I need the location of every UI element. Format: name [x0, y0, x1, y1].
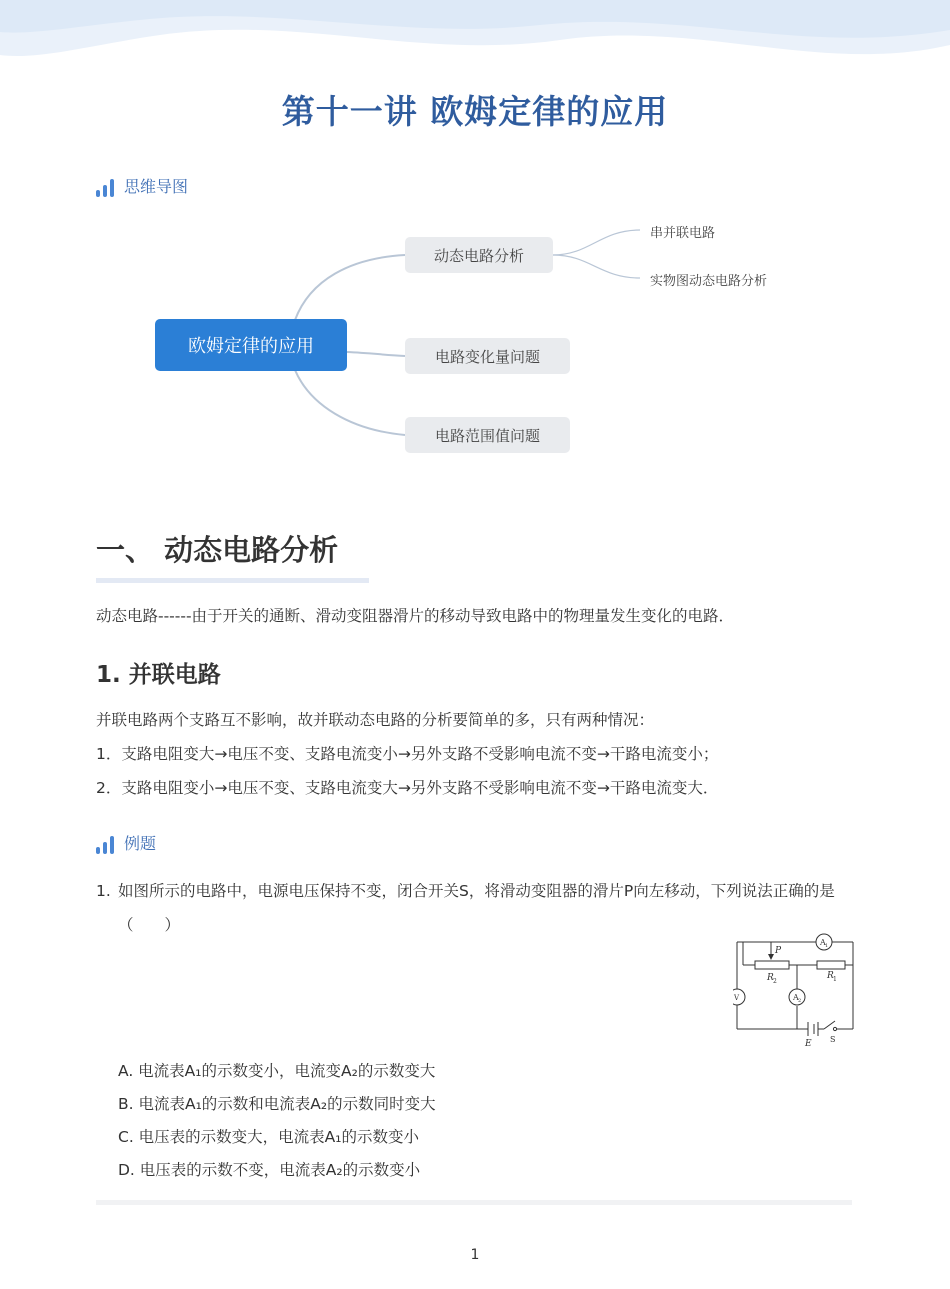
example-section-text: 例题 [124, 834, 157, 853]
page-number: 1 [470, 1247, 480, 1263]
circuit-diagram [733, 932, 858, 1050]
section-intro: 动态电路------由于开关的通断、滑动变阻器滑片的移动导致电路中的物理量发生变化的电路． [96, 607, 735, 625]
header-wave-decoration [0, 0, 950, 75]
subsection-heading: 1. 并联电路 [96, 662, 221, 688]
mindmap-node-range: 电路范围值问题 [405, 417, 570, 453]
bar-chart-icon [96, 836, 114, 854]
voltmeter-label: V [734, 994, 740, 1002]
mindmap-node-dynamic-circuit: 动态电路分析 [405, 237, 553, 273]
option-c: C. 电压表的示数变大，电流表A₁的示数变小 [118, 1128, 419, 1146]
circuit-label-e: E [805, 1039, 812, 1049]
ammeter-a2-sub: 2 [798, 998, 802, 1004]
footer-divider [96, 1200, 852, 1205]
mind-map [0, 200, 950, 480]
switch-label: S [830, 1035, 836, 1044]
page-title: 第十一讲 欧姆定律的应用 [281, 92, 669, 131]
ammeter-a1-label: A [820, 938, 826, 947]
bar-chart-icon [96, 179, 114, 197]
example-section-label [96, 831, 156, 854]
circuit-label-r1: R [827, 971, 834, 981]
mindmap-root-node: 欧姆定律的应用 [155, 319, 347, 371]
mindmap-section-label [96, 174, 188, 197]
ammeter-a2-label: A [793, 993, 799, 1002]
mindmap-node-variation: 电路变化量问题 [405, 338, 570, 374]
mindmap-leaf-physical-diagram: 实物图动态电路分析 [650, 274, 768, 289]
option-a: A. 电流表A₁的示数变小，电流变A₂的示数变大 [118, 1062, 436, 1080]
mindmap-leaf-series-parallel: 串并联电路 [650, 226, 716, 241]
section-heading-underline [96, 578, 369, 583]
paragraph-line: 并联电路两个支路互不影响，故并联动态电路的分析要简单的多，只有两种情况： [96, 711, 655, 729]
ammeter-a1-sub: 1 [825, 943, 829, 949]
paragraph-line: 1．支路电阻变大→电压不变、支路电流变小→另外支路不受影响电流不变→干路电流变小； [96, 745, 719, 763]
question-stem: 如图所示的电路中，电源电压保持不变，闭合开关S，将滑动变阻器的滑片P向左移动，下列说法正确的是（ ） [118, 882, 835, 934]
mindmap-section-text: 思维导图 [124, 177, 189, 196]
question-number: 1. [96, 882, 111, 900]
section-heading: 一、 动态电路分析 [96, 533, 339, 567]
circuit-label-r1-sub: 1 [833, 976, 837, 983]
option-b: B. 电流表A₁的示数和电流表A₂的示数同时变大 [118, 1095, 436, 1113]
circuit-label-r2: R [767, 973, 774, 983]
circuit-label-r2-sub: 2 [773, 978, 777, 985]
option-d: D. 电压表的示数不变，电流表A₂的示数变小 [118, 1161, 421, 1179]
circuit-label-p: P [775, 946, 782, 956]
paragraph-line: 2．支路电阻变小→电压不变、支路电流变大→另外支路不受影响电流不变→干路电流变大． [96, 779, 719, 797]
